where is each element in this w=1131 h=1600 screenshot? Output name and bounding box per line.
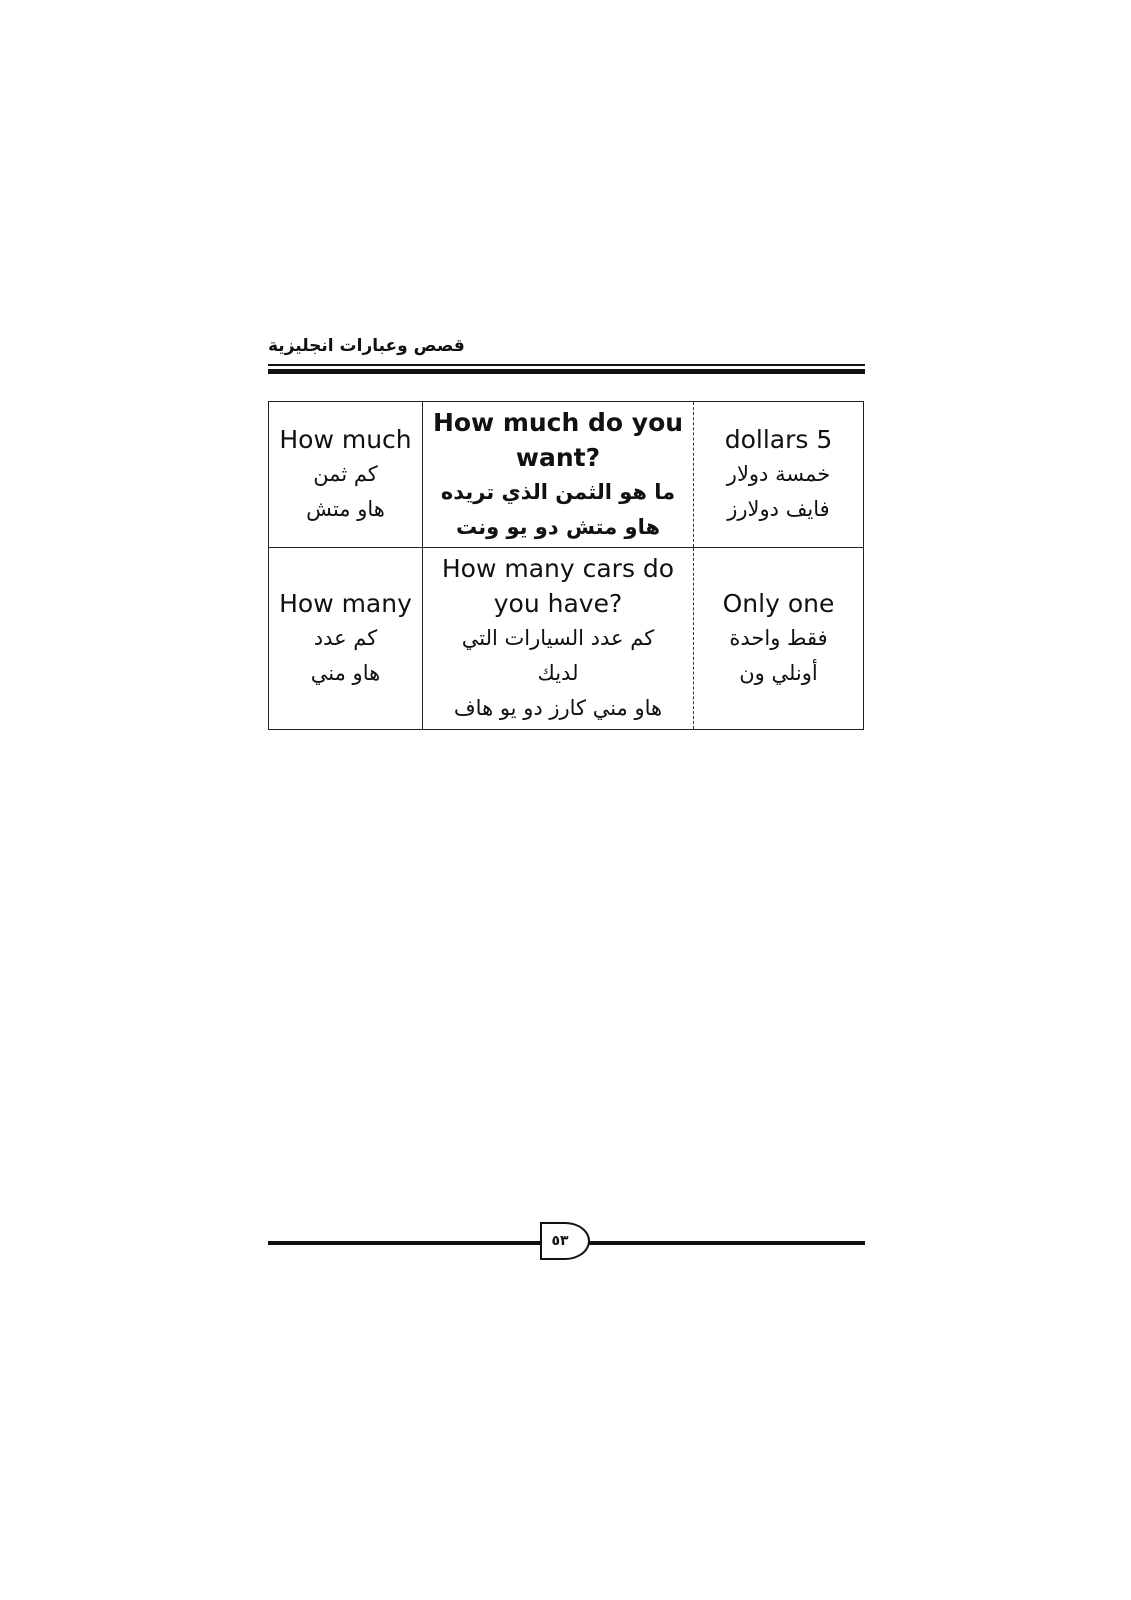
- page-footer: [268, 1222, 865, 1262]
- term-transliteration: هاو متش: [306, 497, 385, 521]
- footer-rule-right: [586, 1241, 865, 1245]
- example-english-cont: you have?: [493, 589, 623, 618]
- answer-arabic: فقط واحدة: [729, 626, 828, 650]
- term-english: How much: [279, 425, 412, 454]
- example-english-cont: want?: [515, 442, 601, 472]
- answer-arabic: خمسة دولار: [726, 462, 831, 486]
- page-number: ٥٣: [551, 1233, 569, 1249]
- answer-cell: [694, 548, 864, 730]
- answer-cell: [694, 402, 864, 548]
- answer-english: Only one: [722, 589, 835, 618]
- example-cell: [423, 402, 694, 548]
- answer-transliteration: أونلي ون: [739, 661, 818, 685]
- example-arabic: كم عدد السيارات التي: [461, 626, 655, 650]
- footer-rule-left: [268, 1241, 543, 1245]
- term-cell: [269, 548, 423, 730]
- header-rule: [268, 364, 865, 366]
- term-arabic: كم ثمن: [313, 462, 378, 486]
- page-number-tab: [540, 1222, 590, 1260]
- term-english: How many: [279, 589, 412, 618]
- term-transliteration: هاو مني: [310, 661, 381, 685]
- term-arabic: كم عدد: [313, 626, 378, 650]
- example-cell: [423, 548, 694, 730]
- answer-transliteration: فايف دولارز: [727, 497, 830, 521]
- header-rule-thick: [268, 369, 865, 374]
- example-arabic-cont: لديك: [537, 661, 579, 685]
- term-cell: [269, 402, 423, 548]
- example-transliteration: هاو متش دو يو ونت: [455, 514, 661, 539]
- example-arabic: ما هو الثمن الذي تريده: [440, 479, 676, 504]
- answer-english: dollars 5: [724, 425, 833, 454]
- table-row: [269, 402, 864, 548]
- example-transliteration: هاو مني كارز دو يو هاف: [453, 696, 663, 720]
- example-english: How many cars do: [441, 554, 675, 583]
- book-title: قصص وعبارات انجليزية: [268, 336, 465, 356]
- phrase-table: [268, 401, 864, 730]
- example-english: How much do you: [432, 407, 684, 437]
- table-row: [269, 548, 864, 730]
